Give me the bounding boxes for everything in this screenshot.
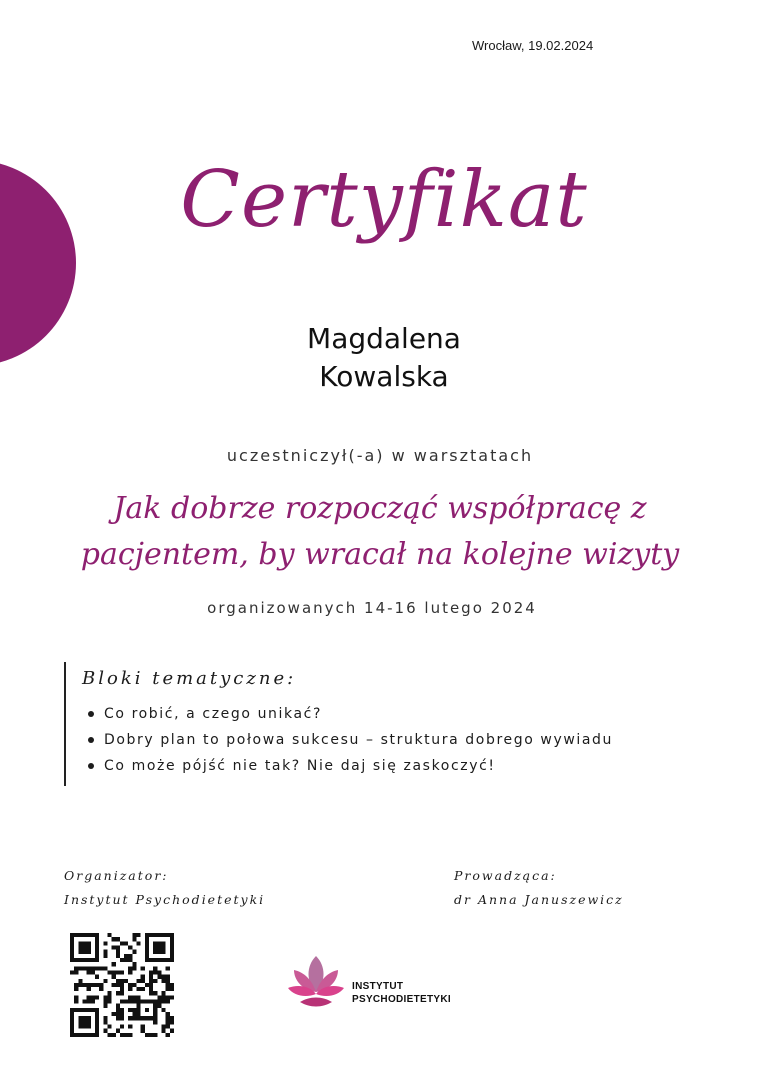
recipient-last-name: Kowalska <box>319 360 449 393</box>
topics-list <box>82 701 714 779</box>
topic-item <box>82 727 714 753</box>
organizer-value: Instytut Psychodietetyki <box>64 892 266 907</box>
topics-block <box>64 662 714 786</box>
topics-heading: Bloki tematyczne: <box>82 668 297 689</box>
bullet-icon <box>88 711 94 717</box>
topic-text: Dobry plan to połowa sukcesu – struktura dobrego wywiadu <box>104 732 614 748</box>
organizer-label: Organizator: <box>64 868 169 883</box>
instructor-label: Prowadząca: <box>454 868 557 883</box>
bullet-icon <box>88 763 94 769</box>
participation-text: uczestniczył(-a) w warsztatach <box>226 446 534 465</box>
recipient-first-name: Magdalena <box>307 322 461 355</box>
workshop-title-line2: pacjentem, by wracał na kolejne wizyty <box>80 537 680 572</box>
place-date: Wrocław, 19.02.2024 <box>472 38 594 53</box>
lotus-icon <box>286 952 346 1012</box>
topic-item <box>82 753 714 779</box>
topic-item <box>82 701 714 727</box>
instructor-info <box>454 864 624 912</box>
workshop-title-line1: Jak dobrze rozpocząć współpracę z <box>113 491 647 526</box>
bullet-icon <box>88 737 94 743</box>
logo-line2: PSYCHODIETETYKI <box>352 994 451 1005</box>
recipient-name <box>0 320 768 396</box>
topic-text: Co może pójść nie tak? Nie daj się zaskoczyć! <box>104 758 496 774</box>
institute-logo <box>286 952 486 1016</box>
instructor-value: dr Anna Januszewicz <box>454 892 624 907</box>
workshop-title <box>60 486 700 578</box>
logo-line1: INSTYTUT <box>352 981 404 992</box>
organized-dates: organizowanych 14-16 lutego 2024 <box>207 599 537 617</box>
certificate-title: Certyfikat <box>180 155 588 245</box>
logo-text <box>352 980 451 1006</box>
organizer-info <box>64 864 265 912</box>
qr-code[interactable] <box>70 933 174 1037</box>
topic-text: Co robić, a czego unikać? <box>104 706 322 722</box>
